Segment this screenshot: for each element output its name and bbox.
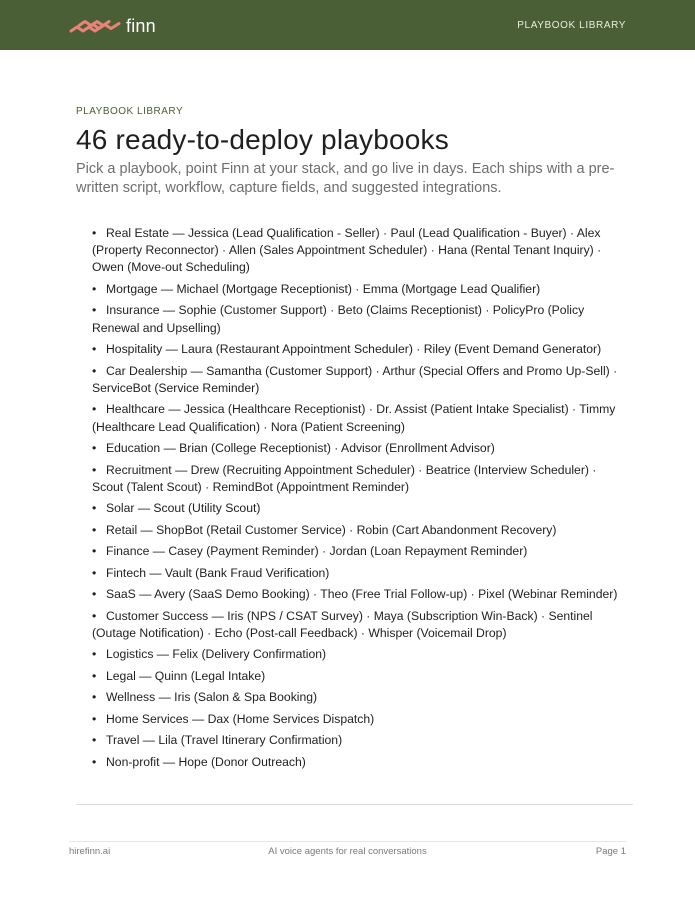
list-item [92,754,627,771]
list-item-text: SaaS — Avery (SaaS Demo Booking) · Theo (Free Trial Follow-up) · Pixel (Webinar Reminder) [106,587,618,602]
list-item [92,302,627,336]
list-item-text: Mortgage — Michael (Mortgage Receptionist) · Emma (Mortgage Lead Qualifier) [106,281,541,296]
playbook-list [92,225,627,775]
list-item-text: Recruitment — Drew (Recruiting Appointment Scheduler) · Beatrice (Interview Scheduler) · Scout (Talent Scout) · RemindBot (Appointment Reminder) [92,462,597,494]
bullet-icon: • [92,402,97,417]
bullet-icon: • [92,342,97,357]
list-item-text: Legal — Quinn (Legal Intake) [106,668,266,683]
bullet-icon: • [92,441,97,456]
list-item-text: Healthcare — Jessica (Healthcare Receptionist) · Dr. Assist (Patient Intake Specialist) · Timmy (Healthcare Lead Qualification) · Nora (Patient Screening) [92,402,616,434]
list-item [92,668,627,685]
list-item [92,462,627,496]
footer-page-number: Page 1 [595,846,626,857]
bullet-icon: • [92,690,97,705]
bullet-icon: • [92,647,97,662]
list-item-text: Car Dealership — Samantha (Customer Support) · Arthur (Special Offers and Promo Up-Sell) · ServiceBot (Service Reminder) [92,363,618,395]
nav-playbook-library-link[interactable]: PLAYBOOK LIBRARY [517,20,626,31]
list-item-text: Home Services — Dax (Home Services Dispatch) [106,711,375,726]
footer-tagline: AI voice agents for real conversations [268,846,427,857]
list-item [92,401,627,435]
list-item [92,281,627,298]
list-item [92,225,627,277]
list-item-text: Insurance — Sophie (Customer Support) · Beto (Claims Receptionist) · PolicyPro (Policy Renewal and Upselling) [92,303,585,335]
bullet-icon: • [92,733,97,748]
list-item-text: Retail — ShopBot (Retail Customer Service) · Robin (Cart Abandonment Recovery) [106,522,557,537]
list-item [92,440,627,457]
list-item [92,565,627,582]
page-footer [69,846,626,860]
bullet-icon: • [92,281,97,296]
bullet-icon: • [92,303,97,318]
footer-divider [69,841,626,842]
bullet-icon: • [92,462,97,477]
bullet-icon: • [92,587,97,602]
bullet-icon: • [92,711,97,726]
bullet-icon: • [92,363,97,378]
list-item [92,341,627,358]
brand[interactable] [68,14,156,38]
list-item [92,732,627,749]
list-item [92,586,627,603]
bullet-icon: • [92,565,97,580]
list-item [92,522,627,539]
content-divider [76,804,633,805]
bullet-icon: • [92,544,97,559]
finn-wave-logo-icon [68,16,122,36]
list-item-text: Wellness — Iris (Salon & Spa Booking) [106,690,318,705]
page-subtitle: Pick a playbook, point Finn at your stack, and go live in days. Each ships with a pre-written script, workflow, capture fields, and suggested integrations. [76,161,615,196]
bullet-icon: • [92,608,97,623]
list-item [92,543,627,560]
list-item-text: Real Estate — Jessica (Lead Qualification - Seller) · Paul (Lead Qualification - Buyer) · Alex (Property Reconnector) · Allen (Sales Appointment Scheduler) · Hana (Rental Tenant Inquiry) · Owen (Move-out Scheduling) [92,226,602,275]
brand-name: finn [126,16,156,36]
top-bar [0,0,695,50]
page-title: 46 ready-to-deploy playbooks [76,124,449,155]
list-item [92,646,627,663]
list-item-text: Education — Brian (College Receptionist) · Advisor (Enrollment Advisor) [106,441,495,456]
list-item-text: Hospitality — Laura (Restaurant Appointment Scheduler) · Riley (Event Demand Generator) [106,342,602,357]
list-item-text: Customer Success — Iris (NPS / CSAT Survey) · Maya (Subscription Win-Back) · Sentinel (Outage Notification) · Echo (Post-call Feedback) · Whisper (Voicemail Drop) [92,608,593,640]
bullet-icon: • [92,668,97,683]
list-item-text: Logistics — Felix (Delivery Confirmation) [106,647,327,662]
list-item [92,689,627,706]
list-item-text: Solar — Scout (Utility Scout) [106,501,261,516]
bullet-icon: • [92,754,97,769]
list-item [92,363,627,397]
list-item-text: Finance — Casey (Payment Reminder) · Jordan (Loan Repayment Reminder) [106,544,528,559]
bullet-icon: • [92,226,97,240]
list-item-text: Travel — Lila (Travel Itinerary Confirmation) [106,733,343,748]
list-item-text: Non-profit — Hope (Donor Outreach) [106,754,306,769]
footer-site-link[interactable]: hirefinn.ai [69,846,111,857]
list-item [92,608,627,642]
bullet-icon: • [92,522,97,537]
bullet-icon: • [92,501,97,516]
list-item-text: Fintech — Vault (Bank Fraud Verification) [106,565,330,580]
list-item [92,500,627,517]
section-eyebrow: PLAYBOOK LIBRARY [76,106,184,117]
list-item [92,711,627,728]
